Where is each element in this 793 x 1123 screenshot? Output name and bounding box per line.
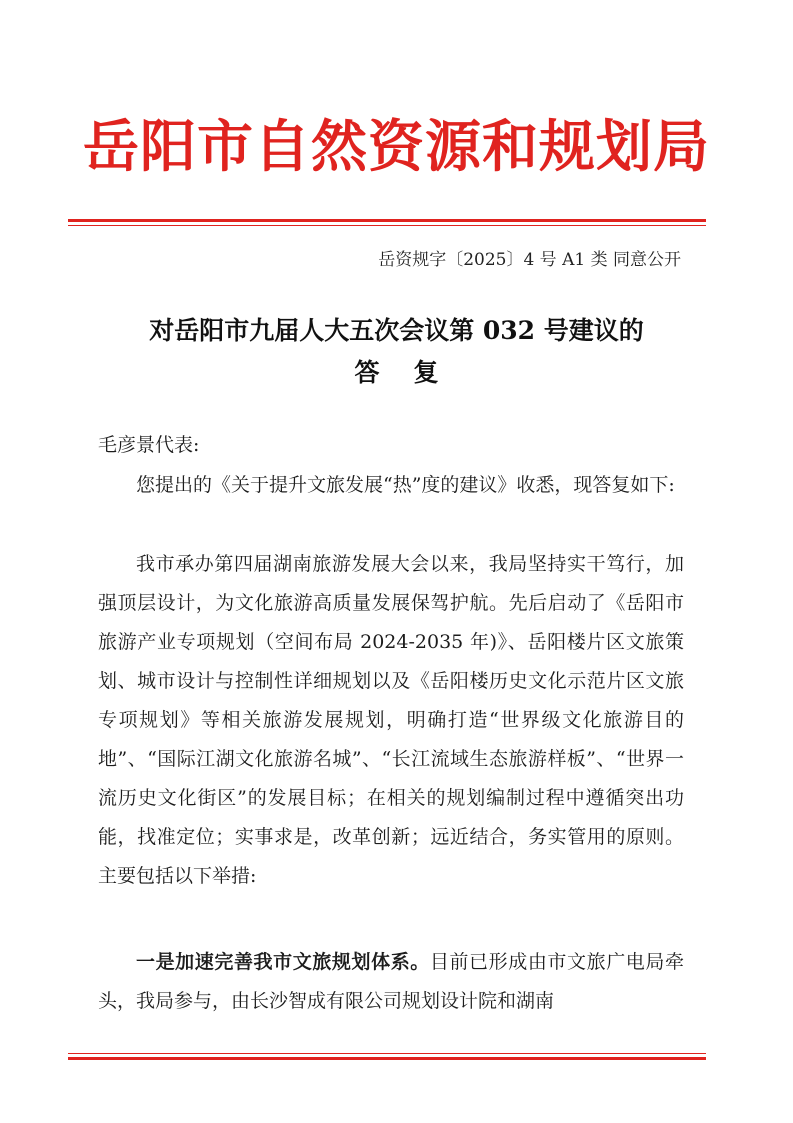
paragraph-3 xyxy=(98,943,684,1021)
footer-rule-thick xyxy=(68,1057,706,1060)
document-title-line2: 答复 xyxy=(354,358,473,387)
letterhead-rule-thin xyxy=(68,225,706,226)
paragraph-2: 我市承办第四届湖南旅游发展大会以来，我局坚持实干笃行，加强顶层设计，为文化旅游高质量发展保驾护航。先后启动了《岳阳市旅游产业专项规划（空间布局 2024-2035 年)》、岳阳楼片区文旅策划、城市设计与控制性详细规划以及《岳阳楼历史文化示范片区文旅专项规划》等相关旅游发展规划，明确打造“世界级文化旅游目的地”、“国际江湖文化旅游名城”、“长江流域生态旅游样板”、“世界一流历史文化街区”的发展目标；在相关的规划编制过程中遵循突出功能，找准定位；实事求是，改革创新；远近结合，务实管用的原则。主要包括以下举措: xyxy=(98,553,684,887)
paragraph-1: 您提出的《关于提升文旅发展“热”度的建议》收悉，现答复如下: xyxy=(136,474,675,496)
document-title-line1: 对岳阳市九届人大五次会议第 032 号建议的 xyxy=(149,316,644,345)
letterhead-rule-thick xyxy=(68,219,706,222)
document-number: 岳资规字〔2025〕4 号 A1 类 同意公开 xyxy=(378,250,681,270)
paragraph-3-text: 目前已形成由市文旅广电局牵头，我局参与，由长沙智成有限公司规划设计院和湖南 xyxy=(98,951,684,1012)
paragraph-3-lead: 一是加速完善我市文旅规划体系。 xyxy=(136,951,430,973)
footer-rule-thin xyxy=(68,1053,706,1054)
letterhead-title: 岳阳市自然资源和规划局 xyxy=(83,114,710,180)
salutation: 毛彦景代表: xyxy=(98,434,200,456)
